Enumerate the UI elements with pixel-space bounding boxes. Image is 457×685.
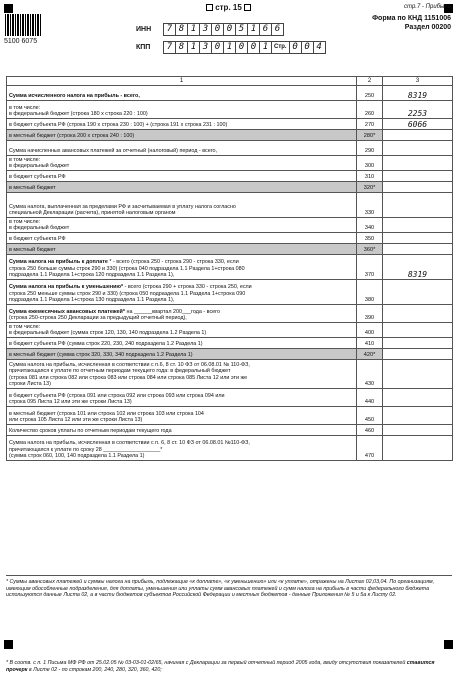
- row-code: 250: [357, 86, 383, 101]
- kpp-cells: [163, 41, 325, 54]
- row-description: Сумма начисленных авансовых платежей за отчетный (налоговый) период - всего,: [7, 141, 357, 156]
- row-value-field[interactable]: [383, 389, 453, 407]
- footnote-2-text: * В соотв. с п. 1 Письма МФ РФ от 25.02.05 № 03-03-01-02/65, начиная с Декларации за первый отчетный период 2005 года, ввиду отсутствия показателей: [6, 660, 407, 666]
- table-row: [7, 171, 453, 182]
- row-code: 300: [357, 156, 383, 171]
- table-row: [7, 233, 453, 244]
- row-code: 360*: [357, 244, 383, 255]
- row-description-bold-lead: Сумма ежемесячных авансовых платежей*: [9, 308, 125, 315]
- row-code: 380: [357, 280, 383, 305]
- row-code: 270: [357, 119, 383, 130]
- kpp-digit[interactable]: 7: [163, 41, 176, 54]
- column-header-3: 3: [383, 77, 453, 86]
- row-code: 420*: [357, 349, 383, 360]
- row-description: в бюджет субъекта РФ (строка 091 или строка 092 или строка 093 или строка 094 или строка 095 Листа 12 или эти же строки Листа 13): [7, 389, 357, 407]
- page-digit[interactable]: 0: [301, 41, 314, 54]
- kpp-digit[interactable]: 3: [199, 41, 212, 54]
- kpp-label: КПП: [136, 44, 151, 51]
- table-row: [7, 323, 453, 338]
- row-description: Сумма налога, выплаченная за пределами РФ и засчитываемая в уплату налога согласно специальной Декларации (расчета), принятой налоговым органом: [7, 193, 357, 218]
- column-header-1: 1: [7, 77, 357, 86]
- row-code: 340: [357, 218, 383, 233]
- form-code-line2: Раздел 00200: [404, 24, 451, 31]
- kpp-digit[interactable]: 0: [247, 41, 260, 54]
- inn-digit[interactable]: 5: [235, 23, 248, 36]
- page-box-label: Стр.: [271, 41, 290, 54]
- table-row: [7, 349, 453, 360]
- table-row: [7, 338, 453, 349]
- row-description: в местный бюджет (строка 200 х строка 240 : 100): [7, 130, 357, 141]
- row-description-bold-lead: Сумма налога на прибыль к уменьшению*: [9, 284, 124, 291]
- inn-digit[interactable]: 7: [163, 23, 176, 36]
- row-description: Сумма ежемесячных авансовых платежей* на ______квартал 200___года - всего (строка 250-строка 250 Декларации за предыдущий отчетный период),: [7, 305, 357, 323]
- row-value-field[interactable]: [383, 130, 453, 141]
- row-value-field[interactable]: [383, 425, 453, 436]
- table-row: [7, 101, 453, 119]
- table-row: [7, 255, 453, 280]
- row-code: 330: [357, 193, 383, 218]
- corner-marker-bottom-right: [444, 640, 453, 649]
- table-row: [7, 407, 453, 425]
- tax-calculation-table: [6, 76, 453, 461]
- row-code: 260: [357, 101, 383, 119]
- square-icon: [244, 4, 251, 11]
- table-row: [7, 305, 453, 323]
- row-description: Сумма исчисленного налога на прибыль - всего,: [7, 86, 357, 101]
- footnote-2-bold: ставится прочерк: [6, 660, 435, 673]
- row-code: 310: [357, 171, 383, 182]
- page-label: стр. 15: [215, 3, 242, 12]
- row-value-field[interactable]: [383, 349, 453, 360]
- form-code-block: [372, 14, 451, 32]
- table-row: [7, 182, 453, 193]
- barcode-number: 5100 6075: [4, 38, 38, 45]
- row-code: 450: [357, 407, 383, 425]
- row-value-field[interactable]: [383, 141, 453, 156]
- table-row: [7, 389, 453, 407]
- row-description: в бюджет субъекта РФ (строка 190 х строка 230 : 100) + (строка 191 х строка 231 : 100): [7, 119, 357, 130]
- table-row: [7, 280, 453, 305]
- row-description: Сумма налога на прибыль к доплате * - всего (строка 250 - строка 290 - строка 330, если строка 250 больше суммы строк 290 и 330) (строка 040 подраздела 1.1 Раздела 1+строка 080 подраздела 1.1 Раздела 1+строка 120 подраздела 1.1 Раздела 1),: [7, 255, 357, 280]
- row-code: 390: [357, 305, 383, 323]
- row-code: 350: [357, 233, 383, 244]
- inn-digit[interactable]: 8: [175, 23, 188, 36]
- kpp-digit[interactable]: 1: [223, 41, 236, 54]
- inn-digit[interactable]: 3: [199, 23, 212, 36]
- row-code: 280*: [357, 130, 383, 141]
- row-value-field[interactable]: [383, 360, 453, 389]
- row-description: Сумма налога на прибыль, исчисленная в соответствии с п. 6, 8 ст. 10 ФЗ от 06.08.01 №110-ФЗ, причитающаяся к уплате по сроку 28 ___________________* (сумма строк 060, 100, 140 подраздела 1.1 Раздела 1): [7, 436, 357, 461]
- table-row: [7, 244, 453, 255]
- row-description: в местный бюджет (строка 101 или строка 102 или строка 103 или строка 104 или строка 105 Листа 12 или эти же строки Листа 13): [7, 407, 357, 425]
- row-code: 440: [357, 389, 383, 407]
- table-row: [7, 130, 453, 141]
- row-value-field[interactable]: 2253: [383, 101, 453, 119]
- row-code: 430: [357, 360, 383, 389]
- column-header-2: 2: [357, 77, 383, 86]
- row-value-field[interactable]: [383, 323, 453, 338]
- inn-digit[interactable]: 1: [247, 23, 260, 36]
- row-description: в том числе: в федеральный бюджет: [7, 218, 357, 233]
- row-description: в бюджет субъекта РФ: [7, 171, 357, 182]
- row-description: в том числе: в федеральный бюджет (сумма строк 120, 130, 140 подраздела 1.2 Раздела 1): [7, 323, 357, 338]
- table-row: [7, 425, 453, 436]
- inn-digit[interactable]: 0: [211, 23, 224, 36]
- row-description-bold-lead: Сумма налога на прибыль к доплате: [9, 259, 108, 266]
- row-value-field[interactable]: [383, 218, 453, 233]
- barcode-image: [5, 14, 41, 36]
- row-code: 460: [357, 425, 383, 436]
- row-description: в том числе: в федеральный бюджет (строка 180 х строка 220 : 100): [7, 101, 357, 119]
- row-code: 400: [357, 323, 383, 338]
- kpp-digit[interactable]: 1: [259, 41, 272, 54]
- inn-digit[interactable]: 0: [223, 23, 236, 36]
- inn-digit[interactable]: 1: [187, 23, 200, 36]
- footnote-2-text-end: в Листе 02 - по строкам 200, 240, 280, 320, 360, 420;: [27, 666, 162, 673]
- row-description: Сумма налога на прибыль, исчисленная в соответствии с п.6, 8 ст. 10 ФЗ от 06.08.01 № 110-ФЗ, причитающаяся к уплате по отчетным периодам текущего года: в федеральный бюджет (строка 081 или строка 082 или строка 083 или строка 084 или строка 085 Листа 12 или эти же строки Листа 13): [7, 360, 357, 389]
- row-code: 320*: [357, 182, 383, 193]
- header-right-label: стр.7 - Прибыль: [404, 4, 451, 10]
- row-value-field[interactable]: 6066: [383, 119, 453, 130]
- inn-digit[interactable]: 6: [259, 23, 272, 36]
- row-description: в местный бюджет (сумма строк 320, 330, 340 подраздела 1.2 Раздела 1): [7, 349, 357, 360]
- row-code: 290: [357, 141, 383, 156]
- row-value-field[interactable]: [383, 244, 453, 255]
- corner-marker-bottom-left: [4, 640, 13, 649]
- inn-digit[interactable]: 6: [271, 23, 284, 36]
- footnote-2: [6, 660, 452, 673]
- row-code: 370: [357, 255, 383, 280]
- page-number-header: [0, 3, 457, 12]
- row-description: в бюджет субъекта РФ (сумма строк 220, 230, 240 подраздела 1.2 Раздела 1): [7, 338, 357, 349]
- row-description: Сумма налога на прибыль к уменьшению* - всего (строка 290 + строка 330 - строка 250, если строка 250 меньше суммы строк 290 и 330) (строка 050 подраздела 1.1 Раздела 1+строка 090 подраздела 1.1 Раздела 1+строка 130 подраздела 1.1 Раздела 1),: [7, 280, 357, 305]
- row-value-field[interactable]: [383, 436, 453, 461]
- footnote-1: * Суммы авансовых платежей и суммы налога на прибыль, подлежащие «к доплате», «к уменьшению» или «к уплате», отражены на Листах 02,03,04. По организациям, имеющим обособленные подразделения, для доплаты, уменьшения или уплаты сумм авансовых платежей и сумм налога на прибыль в части федерального бюджета используются данные Листа 02, а в части бюджетов субъектов Российской Федерации и местных бюджетов - данные Приложения № 5 и 5а к Листу 02.: [6, 575, 452, 599]
- page-digit[interactable]: 4: [313, 41, 326, 54]
- row-description: в бюджет субъекта РФ: [7, 233, 357, 244]
- table-row: [7, 436, 453, 461]
- table-row: [7, 193, 453, 218]
- table-row: [7, 141, 453, 156]
- row-code: 410: [357, 338, 383, 349]
- kpp-digit[interactable]: 0: [235, 41, 248, 54]
- table-row: [7, 156, 453, 171]
- kpp-digit[interactable]: 0: [211, 41, 224, 54]
- row-value-field[interactable]: [383, 193, 453, 218]
- row-value-field[interactable]: [383, 233, 453, 244]
- table-row: [7, 86, 453, 101]
- row-description: Количество сроков уплаты по отчетным периодам текущего года: [7, 425, 357, 436]
- row-value-field[interactable]: [383, 407, 453, 425]
- square-icon: [206, 4, 213, 11]
- row-value-field[interactable]: [383, 338, 453, 349]
- kpp-digit[interactable]: 1: [187, 41, 200, 54]
- row-value-field[interactable]: [383, 305, 453, 323]
- form-code-line1: Форма по КНД 1151006: [372, 15, 451, 22]
- inn-cells: [163, 23, 283, 36]
- row-value-field[interactable]: [383, 171, 453, 182]
- table-row: [7, 360, 453, 389]
- table-row: [7, 218, 453, 233]
- row-description: в местный бюджет: [7, 244, 357, 255]
- row-code: 470: [357, 436, 383, 461]
- row-value-field[interactable]: 8319: [383, 86, 453, 101]
- column-header-row: [7, 77, 453, 86]
- page-digit[interactable]: 0: [289, 41, 302, 54]
- row-value-field[interactable]: [383, 280, 453, 305]
- inn-label: ИНН: [136, 26, 152, 33]
- row-description: в местный бюджет: [7, 182, 357, 193]
- row-value-field[interactable]: [383, 182, 453, 193]
- row-value-field[interactable]: [383, 156, 453, 171]
- row-value-field[interactable]: 8319: [383, 255, 453, 280]
- table-row: [7, 119, 453, 130]
- kpp-digit[interactable]: 8: [175, 41, 188, 54]
- row-description: в том числе: в федеральный бюджет: [7, 156, 357, 171]
